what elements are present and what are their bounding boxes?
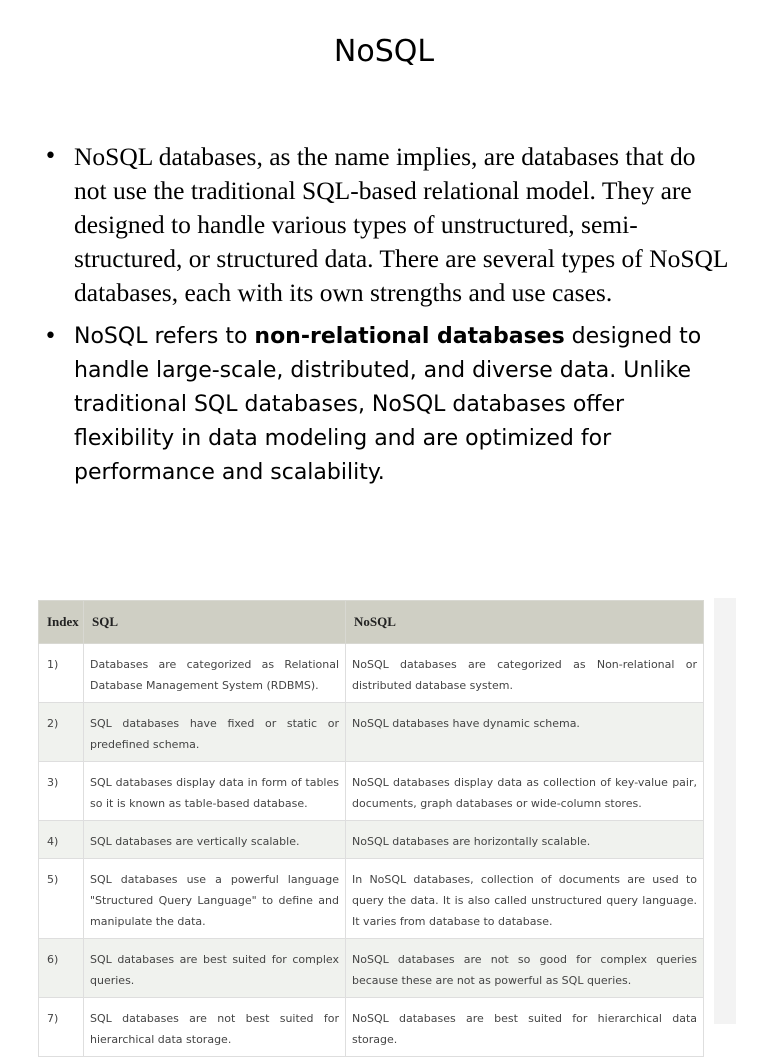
cell-sql: SQL databases display data in form of tables so it is known as table-based database. bbox=[84, 762, 346, 821]
slide-title: NoSQL bbox=[333, 34, 435, 69]
table-header-row bbox=[39, 601, 704, 644]
bullet-item bbox=[40, 140, 730, 310]
table-row bbox=[39, 762, 704, 821]
bullet-text-suffix: designed to handle large-scale, distributed, and diverse data. Unlike traditional SQL databases, NoSQL databases offer flexibility in data modeling and are optimized for performance and scalability. bbox=[74, 324, 702, 485]
cell-nosql: NoSQL databases are horizontally scalable. bbox=[346, 821, 704, 859]
bullet-text-prefix: NoSQL refers to bbox=[74, 324, 255, 349]
cell-nosql: NoSQL databases display data as collection of key-value pair, documents, graph databases or wide-column stores. bbox=[346, 762, 704, 821]
cell-sql: SQL databases are best suited for complex queries. bbox=[84, 939, 346, 998]
table-row bbox=[39, 703, 704, 762]
cell-index: 5) bbox=[39, 859, 84, 939]
cell-nosql: In NoSQL databases, collection of documents are used to query the data. It is also called unstructured query language. It varies from database to database. bbox=[346, 859, 704, 939]
cell-nosql: NoSQL databases are categorized as Non-relational or distributed database system. bbox=[346, 644, 704, 703]
table-row bbox=[39, 644, 704, 703]
cell-index: 6) bbox=[39, 939, 84, 998]
cell-sql: SQL databases are not best suited for hierarchical data storage. bbox=[84, 998, 346, 1057]
cell-index: 1) bbox=[39, 644, 84, 703]
cell-nosql: NoSQL databases are best suited for hierarchical data storage. bbox=[346, 998, 704, 1057]
cell-sql: SQL databases use a powerful language "Structured Query Language" to define and manipulate the data. bbox=[84, 859, 346, 939]
table-row bbox=[39, 939, 704, 998]
cell-sql: SQL databases have fixed or static or predefined schema. bbox=[84, 703, 346, 762]
header-nosql: NoSQL bbox=[346, 601, 704, 644]
cell-nosql: NoSQL databases are not so good for complex queries because these are not as powerful as SQL queries. bbox=[346, 939, 704, 998]
table-row bbox=[39, 821, 704, 859]
header-index: Index bbox=[39, 601, 84, 644]
table-row bbox=[39, 998, 704, 1057]
side-strip bbox=[714, 598, 736, 1024]
header-sql: SQL bbox=[84, 601, 346, 644]
cell-index: 3) bbox=[39, 762, 84, 821]
comparison-table-image bbox=[38, 600, 703, 1046]
bullet-text: NoSQL databases, as the name implies, are databases that do not use the traditional SQL-based relational model. They are designed to handle various types of unstructured, semi-structured, or structured data. There are several types of NoSQL databases, each with its own strengths and use cases. bbox=[74, 142, 728, 307]
cell-index: 2) bbox=[39, 703, 84, 762]
bullet-text-bold: non-relational databases bbox=[254, 324, 565, 349]
bullet-list bbox=[40, 140, 730, 490]
bullet-item bbox=[40, 320, 730, 490]
cell-sql: SQL databases are vertically scalable. bbox=[84, 821, 346, 859]
cell-index: 4) bbox=[39, 821, 84, 859]
table-row bbox=[39, 859, 704, 939]
cell-index: 7) bbox=[39, 998, 84, 1057]
cell-sql: Databases are categorized as Relational Database Management System (RDBMS). bbox=[84, 644, 346, 703]
cell-nosql: NoSQL databases have dynamic schema. bbox=[346, 703, 704, 762]
comparison-table bbox=[38, 600, 704, 1057]
